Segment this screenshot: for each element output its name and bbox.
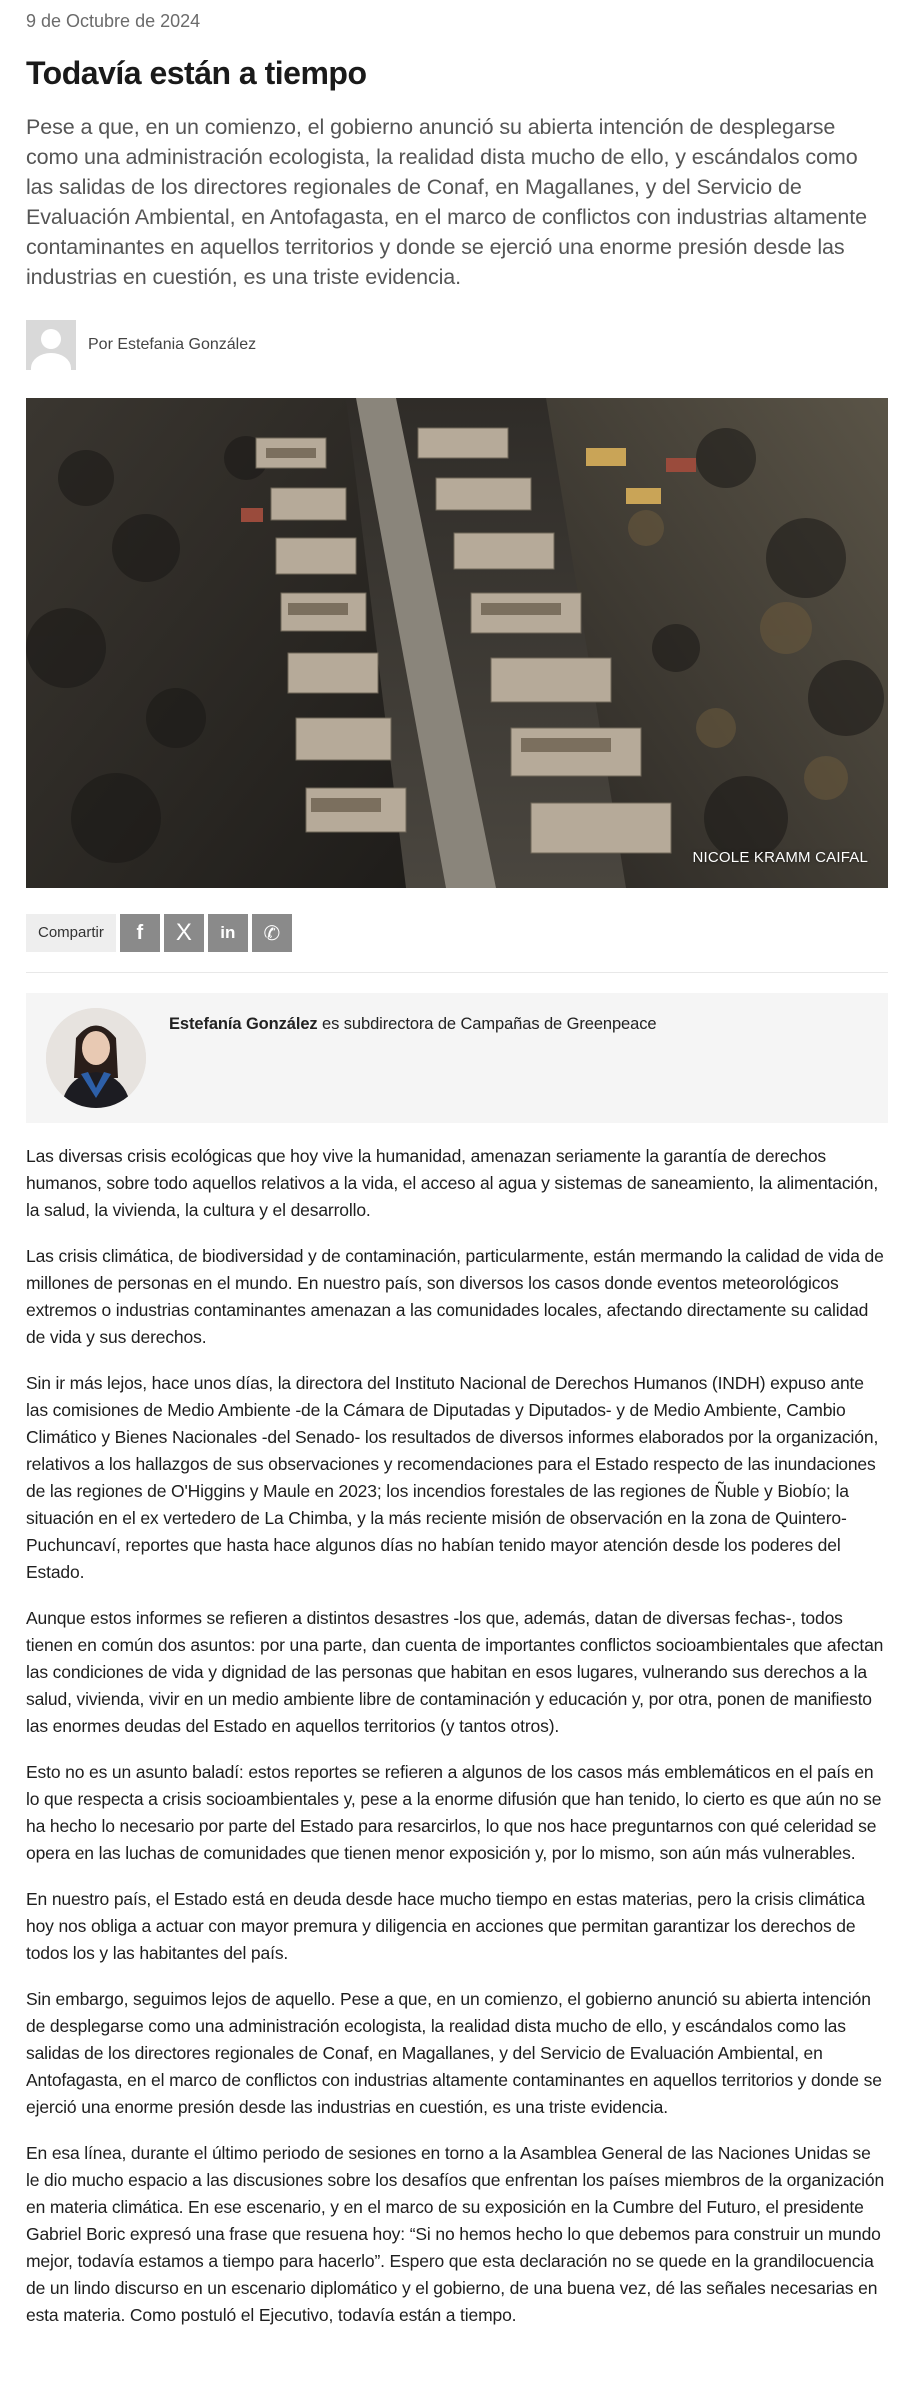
author-link[interactable]: Por Estefania González (88, 336, 257, 353)
photo-credit: NICOLE KRAMM CAIFAL (692, 849, 868, 866)
whatsapp-share-button[interactable] (252, 914, 292, 952)
share-bar (26, 913, 888, 953)
article-lead: Pese a que, en un comienzo, el gobierno anunció su abierta intención de desplegarse como una administración ecologista, la realidad dista mucho de ello, y escándalos como las salidas de los directores regionales de Conaf, en Magallanes, y del Servicio de Evaluación Ambiental, en Antofagasta, en el marco de conflictos con industrias altamente contaminantes en aquellos territorios y donde se ejerció una enorme presión desde las industrias en cuestión, es una triste evidencia. (26, 115, 867, 289)
body-paragraph: Sin ir más lejos, hace unos días, la directora del Instituto Nacional de Derechos Humanos (INDH) expuso ante las comisiones de Medio Ambiente -de la Cámara de Diputadas y Diputados- y de Medio Ambiente, Cambio Climático y Bienes Nacionales -del Senado- los resultados de diversos informes elaborados por la organización, relativos a los hallazgos de sus observaciones y recomendaciones para el Estado respecto de las inundaciones de las regiones de O'Higgins y Maule en 2023; los incendios forestales de las regiones de Ñuble y Biobío; la situación en el ex vertedero de La Chimba, y la más reciente misión de observación en la zona de Quintero-Puchuncaví, reportes que hasta hace algunos días no habían tenido mayor atención desde los poderes del Estado. (26, 1373, 879, 1582)
linkedin-icon: in (220, 923, 236, 942)
whatsapp-icon: ✆ (263, 922, 281, 945)
author-bio (169, 1015, 656, 1034)
hero-photo-illustration (26, 398, 888, 888)
body-paragraph: Las diversas crisis ecológicas que hoy vive la humanidad, amenazan seriamente la garantía de derechos humanos, sobre todo aquellos relativos a la vida, el acceso al agua y sistemas de saneamiento, la alimentación, la salud, la vivienda, la cultura y el desarrollo. (26, 1146, 879, 1220)
author-avatar-placeholder-icon[interactable] (26, 320, 76, 370)
body-paragraph: En esa línea, durante el último periodo de sesiones en torno a la Asamblea General de las Naciones Unidas se le dio mucho espacio a las discusiones sobre los desafíos que enfrentan los países miembros de la organización en materia climática. En ese escenario, y en el marco de su exposición en la Cumbre del Futuro, el presidente Gabriel Boric expresó una frase que resuena hoy: “Si no hemos hecho lo que debemos para construir un mundo mejor, todavía estamos a tiempo para hacerlo”. Espero que esta declaración no se quede en la grandilocuencia de un lindo discurso en un escenario diplomático y el gobierno, de una buena vez, dé las señales necesarias en esta materia. Como postuló el Ejecutivo, todavía están a tiempo. (26, 2143, 885, 2325)
author-bio-name: Estefanía González (169, 1015, 318, 1033)
facebook-share-button[interactable] (120, 914, 160, 952)
byline (26, 320, 888, 370)
facebook-icon: f (136, 921, 144, 944)
body-paragraph: Aunque estos informes se refieren a distintos desastres -los que, además, datan de diversas fechas-, todos tienen en común dos asuntos: por una parte, dan cuenta de importantes conflictos socioambientales que afectan las condiciones de vida y dignidad de las personas que habitan en esos lugares, vulnerando sus derechos a la salud, vivienda, vivir en un medio ambiente libre de contaminación y educación y, por otra, ponen de manifiesto las enormes deudas del Estado en aquellos territorios (y tantos otros). (26, 1608, 884, 1736)
x-share-button[interactable] (164, 914, 204, 952)
body-paragraph: Sin embargo, seguimos lejos de aquello. Pese a que, en un comienzo, el gobierno anunció su abierta intención de desplegarse como una administración ecologista, la realidad dista mucho de ello, y escándalos como las salidas de los directores regionales de Conaf, en Magallanes, y del Servicio de Evaluación Ambiental, en Antofagasta, en el marco de conflictos con industrias altamente contaminantes en aquellos territorios y donde se ejerció una enorme presión desde las industrias en cuestión, es una triste evidencia. (26, 1989, 882, 2117)
divider (26, 972, 888, 973)
body-paragraph: Las crisis climática, de biodiversidad y de contaminación, particularmente, están mermando la calidad de vida de millones de personas en el mundo. En nuestro país, son diversos los casos donde eventos meteorológicos extremos o industrias contaminantes amenazan a las comunidades locales, afectando directamente su calidad de vida y sus derechos. (26, 1246, 884, 1347)
author-bio-text: es subdirectora de Campañas de Greenpeace (317, 1015, 657, 1033)
author-portrait-illustration (46, 1008, 146, 1108)
article-date: 9 de Octubre de 2024 (26, 11, 201, 31)
share-label: Compartir (26, 914, 116, 952)
article (26, 10, 888, 2329)
body-paragraph: Esto no es un asunto baladí: estos reportes se refieren a algunos de los casos más emblemáticos en el país en lo que respecta a crisis socioambientales y, pese a la enorme difusión que han tenido, lo cierto es que aún no se ha hecho lo necesario por parte del Estado para resarcirlos, lo que nos hace preguntarnos con qué celeridad se opera en las luchas de comunidades que tienen menor exposición y, por lo mismo, son aún más vulnerables. (26, 1762, 882, 1863)
author-photo (46, 1008, 146, 1108)
body-paragraph: En nuestro país, el Estado está en deuda desde hace mucho tiempo en estas materias, pero la crisis climática hoy nos obliga a actuar con mayor premura y diligencia en acciones que permitan garantizar los derechos de todos los y las habitantes del país. (26, 1889, 865, 1963)
linkedin-share-button[interactable] (208, 914, 248, 952)
author-bio-box (26, 993, 888, 1123)
x-icon: X (175, 919, 192, 946)
hero-image (26, 398, 888, 888)
article-title: Todavía están a tiempo (26, 55, 367, 91)
article-body (26, 1143, 888, 2329)
